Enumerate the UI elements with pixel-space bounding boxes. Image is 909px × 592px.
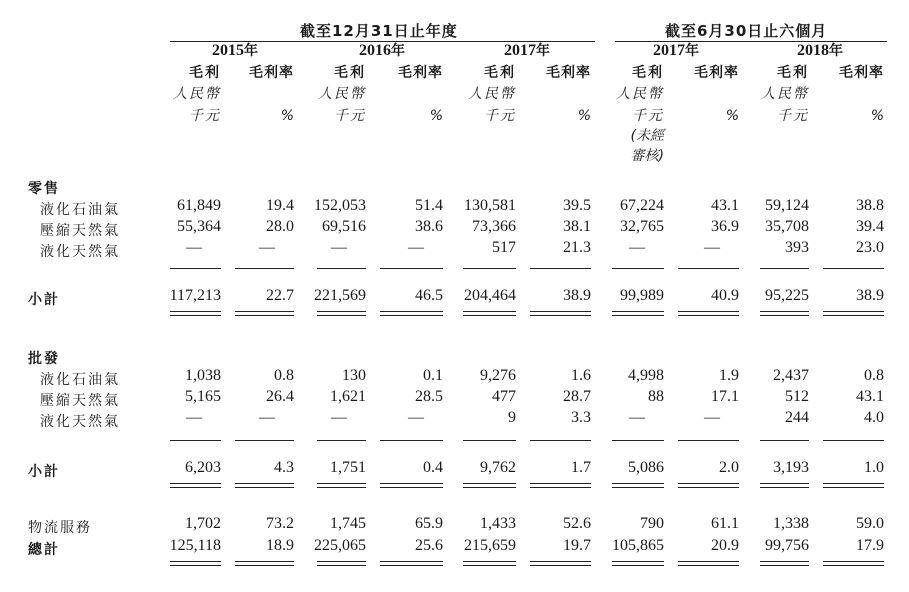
single-rule (530, 268, 591, 269)
gross-profit-col-header: 毛利 (484, 65, 516, 81)
logistics-value: 790 (640, 515, 664, 532)
logistics-value: 52.6 (563, 515, 591, 532)
subtotal-value: 1.7 (571, 459, 591, 476)
row-label: 液化天然氣 (40, 414, 120, 430)
double-rule (170, 561, 221, 566)
cell-value: 9,276 (480, 367, 516, 384)
total-label: 總計 (28, 542, 60, 558)
cell-value: 43.1 (711, 197, 739, 214)
double-rule (380, 483, 443, 488)
unaudited-note-line2: 審核) (630, 148, 664, 164)
year-suffix: 年 (244, 43, 258, 59)
single-rule (317, 440, 366, 441)
double-rule (317, 311, 366, 316)
subtotal-value: 2.0 (719, 459, 739, 476)
subtotal-value: 221,569 (314, 287, 366, 304)
gross-margin-col-header: 毛利率 (249, 65, 294, 81)
year-number: 2017 (504, 42, 536, 59)
cell-value: — (259, 239, 275, 256)
logistics-value: 1,745 (330, 515, 366, 532)
cell-value: 0.1 (423, 367, 443, 384)
cell-value: 3.3 (571, 409, 591, 426)
subtotal-value: 38.9 (563, 287, 591, 304)
subtotal-value: 99,989 (620, 287, 664, 304)
logistics-label: 物流服務 (28, 520, 92, 536)
cell-value: 51.4 (415, 197, 443, 214)
total-value: 105,865 (612, 537, 664, 554)
cell-value: 28.0 (266, 218, 294, 235)
currency-unit-line1: 人民幣 (318, 86, 366, 102)
cell-value: 130 (342, 367, 366, 384)
cell-value: — (408, 409, 424, 426)
cell-value: 28.7 (563, 388, 591, 405)
year-heading (352, 40, 412, 60)
currency-unit-line2: 千元 (334, 108, 366, 124)
total-value: 215,659 (464, 537, 516, 554)
single-rule (317, 268, 366, 269)
cell-value: — (629, 239, 645, 256)
total-value: 99,756 (765, 537, 809, 554)
logistics-value: 65.9 (415, 515, 443, 532)
cell-value: 39.5 (563, 197, 591, 214)
single-rule (380, 268, 443, 269)
total-value: 18.9 (266, 537, 294, 554)
double-rule (530, 561, 591, 566)
subtotal-value: 95,225 (765, 287, 809, 304)
percent-unit: % (429, 108, 443, 124)
year-heading (205, 40, 265, 60)
cell-value: 32,765 (620, 218, 664, 235)
cell-value: 517 (492, 239, 516, 256)
cell-value: 61,849 (177, 197, 221, 214)
single-rule (380, 440, 443, 441)
single-rule (463, 440, 516, 441)
year-suffix: 年 (829, 43, 843, 59)
double-rule (380, 311, 443, 316)
double-rule (317, 561, 366, 566)
year-number: 2017 (653, 42, 685, 59)
single-rule (463, 268, 516, 269)
double-rule (463, 483, 516, 488)
double-rule (380, 561, 443, 566)
double-rule (678, 483, 739, 488)
cell-value: 0.8 (864, 367, 884, 384)
cell-value: 17.1 (711, 388, 739, 405)
percent-unit: % (725, 108, 739, 124)
subtotal-value: 4.3 (274, 459, 294, 476)
cell-value: 9 (508, 409, 516, 426)
logistics-value: 59.0 (856, 515, 884, 532)
gross-margin-col-header: 毛利率 (839, 65, 884, 81)
single-rule (678, 440, 739, 441)
currency-unit-line2: 千元 (777, 108, 809, 124)
cell-value: 4,998 (628, 367, 664, 384)
row-label: 液化天然氣 (40, 244, 120, 260)
cell-value: 59,124 (765, 197, 809, 214)
gross-margin-col-header: 毛利率 (398, 65, 443, 81)
gross-profit-col-header: 毛利 (334, 65, 366, 81)
double-rule (760, 311, 809, 316)
cell-value: — (408, 239, 424, 256)
subtotal-value: 204,464 (464, 287, 516, 304)
total-value: 19.7 (563, 537, 591, 554)
logistics-value: 73.2 (266, 515, 294, 532)
subtotal-value: 40.9 (711, 287, 739, 304)
cell-value: 35,708 (765, 218, 809, 235)
subtotal-value: 6,203 (185, 459, 221, 476)
single-rule (530, 440, 591, 441)
double-rule (612, 561, 664, 566)
double-rule (463, 311, 516, 316)
cell-value: 0.8 (274, 367, 294, 384)
cell-value: 19.4 (266, 197, 294, 214)
gross-margin-col-header: 毛利率 (546, 65, 591, 81)
cell-value: 38.1 (563, 218, 591, 235)
total-value: 17.9 (856, 537, 884, 554)
single-rule (823, 268, 884, 269)
subtotal-value: 1,751 (330, 459, 366, 476)
double-rule (530, 311, 591, 316)
single-rule (760, 268, 809, 269)
percent-unit: % (577, 108, 591, 124)
percent-unit: % (280, 108, 294, 124)
cell-value: 36.9 (711, 218, 739, 235)
double-rule (823, 561, 884, 566)
cell-value: — (259, 409, 275, 426)
subtotal-value: 3,193 (773, 459, 809, 476)
single-rule (235, 440, 294, 441)
double-rule (760, 483, 809, 488)
cell-value: 28.5 (415, 388, 443, 405)
currency-unit-line2: 千元 (484, 108, 516, 124)
cell-value: 1.9 (719, 367, 739, 384)
cell-value: 38.8 (856, 197, 884, 214)
subtotal-value: 5,086 (628, 459, 664, 476)
double-rule (612, 483, 664, 488)
double-rule (678, 311, 739, 316)
double-rule (678, 561, 739, 566)
double-rule (170, 483, 221, 488)
cell-value: 1,621 (330, 388, 366, 405)
single-rule (760, 440, 809, 441)
cell-value: 130,581 (464, 197, 516, 214)
subtotal-value: 9,762 (480, 459, 516, 476)
double-rule (235, 311, 294, 316)
double-rule (612, 311, 664, 316)
logistics-value: 1,433 (480, 515, 516, 532)
subtotal-value: 22.7 (266, 287, 294, 304)
cell-value: — (704, 409, 720, 426)
double-rule (530, 483, 591, 488)
double-rule (235, 483, 294, 488)
cell-value: 55,364 (177, 218, 221, 235)
year-number: 2015 (212, 42, 244, 59)
total-value: 125,118 (169, 537, 221, 554)
cell-value: 21.3 (563, 239, 591, 256)
subtotal-value: 38.9 (856, 287, 884, 304)
unaudited-note-line1: (未經 (630, 128, 664, 144)
cell-value: 2,437 (773, 367, 809, 384)
wholesale-subtotal-label: 小計 (28, 464, 60, 480)
double-rule (760, 561, 809, 566)
total-value: 20.9 (711, 537, 739, 554)
year-number: 2016 (359, 42, 391, 59)
subtotal-value: 1.0 (864, 459, 884, 476)
single-rule (612, 268, 664, 269)
single-rule (612, 440, 664, 441)
gross-profit-col-header: 毛利 (632, 65, 664, 81)
cell-value: 1,038 (185, 367, 221, 384)
cell-value: 39.4 (856, 218, 884, 235)
cell-value: — (331, 409, 347, 426)
double-rule (823, 311, 884, 316)
double-rule (170, 311, 221, 316)
cell-value: 512 (785, 388, 809, 405)
cell-value: — (186, 239, 202, 256)
total-value: 25.6 (415, 537, 443, 554)
cell-value: 244 (785, 409, 809, 426)
subtotal-value: 46.5 (415, 287, 443, 304)
cell-value: 23.0 (856, 239, 884, 256)
cell-value: 1.6 (571, 367, 591, 384)
currency-unit-line2: 千元 (189, 108, 221, 124)
cell-value: 393 (785, 239, 809, 256)
logistics-value: 1,702 (185, 515, 221, 532)
year-number: 2018 (797, 42, 829, 59)
cell-value: 69,516 (322, 218, 366, 235)
cell-value: — (704, 239, 720, 256)
cell-value: — (186, 409, 202, 426)
gross-profit-col-header: 毛利 (777, 65, 809, 81)
interim-period-heading: 截至6月30日止六個月 (665, 22, 828, 40)
year-heading (646, 40, 706, 60)
year-heading (790, 40, 850, 60)
cell-value: 152,053 (314, 197, 366, 214)
year-heading (497, 40, 557, 60)
currency-unit-line1: 人民幣 (616, 86, 664, 102)
subtotal-value: 0.4 (423, 459, 443, 476)
currency-unit-line1: 人民幣 (173, 86, 221, 102)
single-rule (170, 268, 221, 269)
row-label: 壓縮天然氣 (40, 223, 120, 239)
cell-value: 73,366 (472, 218, 516, 235)
gross-profit-col-header: 毛利 (189, 65, 221, 81)
row-label: 液化石油氣 (40, 202, 120, 218)
single-rule (823, 440, 884, 441)
currency-unit-line1: 人民幣 (761, 86, 809, 102)
single-rule (235, 268, 294, 269)
cell-value: 67,224 (620, 197, 664, 214)
currency-unit-line2: 千元 (632, 108, 664, 124)
double-rule (823, 483, 884, 488)
percent-unit: % (870, 108, 884, 124)
cell-value: 43.1 (856, 388, 884, 405)
double-rule (463, 561, 516, 566)
single-rule (170, 440, 221, 441)
year-suffix: 年 (536, 43, 550, 59)
wholesale-section-title: 批發 (28, 351, 60, 367)
cell-value: 4.0 (864, 409, 884, 426)
currency-unit-line1: 人民幣 (468, 86, 516, 102)
cell-value: 88 (648, 388, 664, 405)
row-label: 壓縮天然氣 (40, 393, 120, 409)
logistics-value: 61.1 (711, 515, 739, 532)
cell-value: — (629, 409, 645, 426)
row-label: 液化石油氣 (40, 372, 120, 388)
total-value: 225,065 (314, 537, 366, 554)
single-rule (678, 268, 739, 269)
year-suffix: 年 (391, 43, 405, 59)
retail-section-title: 零售 (28, 181, 60, 197)
logistics-value: 1,338 (773, 515, 809, 532)
annual-period-heading: 截至12月31日止年度 (300, 22, 458, 40)
gross-margin-col-header: 毛利率 (694, 65, 739, 81)
subtotal-value: 117,213 (169, 287, 221, 304)
cell-value: 38.6 (415, 218, 443, 235)
year-suffix: 年 (685, 43, 699, 59)
cell-value: 26.4 (266, 388, 294, 405)
double-rule (317, 483, 366, 488)
cell-value: 5,165 (185, 388, 221, 405)
retail-subtotal-label: 小計 (28, 292, 60, 308)
double-rule (235, 561, 294, 566)
cell-value: — (331, 239, 347, 256)
cell-value: 477 (492, 388, 516, 405)
